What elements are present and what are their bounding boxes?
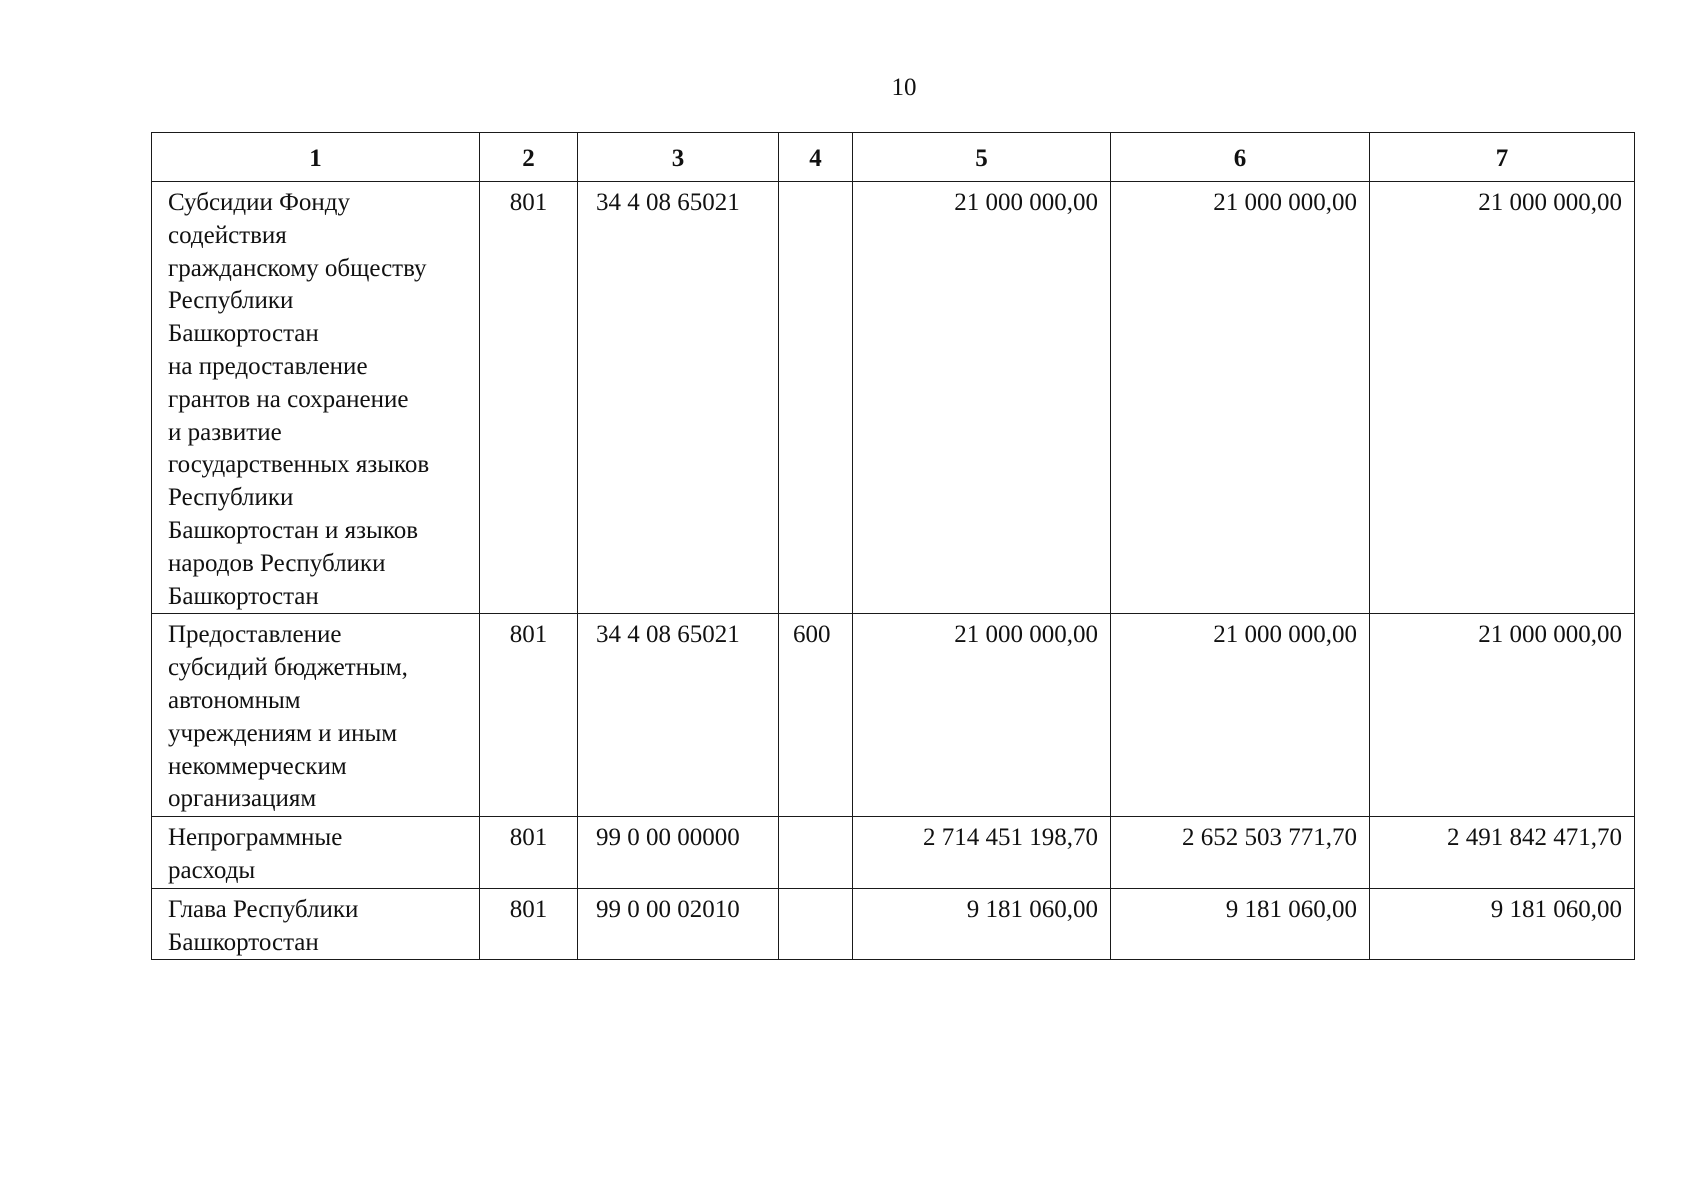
row-expense-type-cell: 600	[779, 614, 853, 817]
row-code-cell: 801	[480, 614, 578, 817]
row-code-cell: 801	[480, 182, 578, 614]
row-expense-type-cell	[779, 888, 853, 960]
row-target-article-cell: 34 4 08 65021	[578, 614, 779, 817]
table-row	[152, 614, 1635, 817]
row-amount-col5-cell: 9 181 060,00	[853, 888, 1111, 960]
row-amount-col6-cell: 9 181 060,00	[1111, 888, 1370, 960]
row-amount-col7-cell: 2 491 842 471,70	[1370, 817, 1635, 889]
column-header-6: 6	[1111, 133, 1370, 182]
row-name-cell: Субсидии Фонду содействия гражданскому обществу Республики Башкортостан на предоставление грантов на сохранение и развитие государственных языков Республики Башкортостан и языков народов Республики Башкортостан	[152, 182, 480, 614]
column-header-5: 5	[853, 133, 1111, 182]
row-amount-col5-cell: 21 000 000,00	[853, 182, 1111, 614]
table-row	[152, 182, 1635, 614]
row-amount-col5-cell: 2 714 451 198,70	[853, 817, 1111, 889]
budget-table	[151, 132, 1635, 960]
row-amount-col6-cell: 21 000 000,00	[1111, 182, 1370, 614]
row-amount-col5-cell: 21 000 000,00	[853, 614, 1111, 817]
row-target-article-cell: 99 0 00 00000	[578, 817, 779, 889]
row-amount-col7-cell: 21 000 000,00	[1370, 182, 1635, 614]
row-expense-type-cell	[779, 817, 853, 889]
table-row	[152, 888, 1635, 960]
row-target-article-cell: 99 0 00 02010	[578, 888, 779, 960]
row-amount-col6-cell: 2 652 503 771,70	[1111, 817, 1370, 889]
row-name-cell: Непрограммные расходы	[152, 817, 480, 889]
column-header-3: 3	[578, 133, 779, 182]
row-code-cell: 801	[480, 817, 578, 889]
row-expense-type-cell	[779, 182, 853, 614]
column-header-1: 1	[152, 133, 480, 182]
row-name-cell: Предоставление субсидий бюджетным, автономным учреждениям и иным некоммерческим организациям	[152, 614, 480, 817]
row-code-cell: 801	[480, 888, 578, 960]
page-number: 10	[891, 74, 917, 101]
row-target-article-cell: 34 4 08 65021	[578, 182, 779, 614]
column-header-2: 2	[480, 133, 578, 182]
row-name-cell: Глава Республики Башкортостан	[152, 888, 480, 960]
row-amount-col7-cell: 9 181 060,00	[1370, 888, 1635, 960]
row-amount-col6-cell: 21 000 000,00	[1111, 614, 1370, 817]
table-row	[152, 817, 1635, 889]
header-row	[152, 133, 1635, 182]
column-header-7: 7	[1370, 133, 1635, 182]
column-header-4: 4	[779, 133, 853, 182]
row-amount-col7-cell: 21 000 000,00	[1370, 614, 1635, 817]
